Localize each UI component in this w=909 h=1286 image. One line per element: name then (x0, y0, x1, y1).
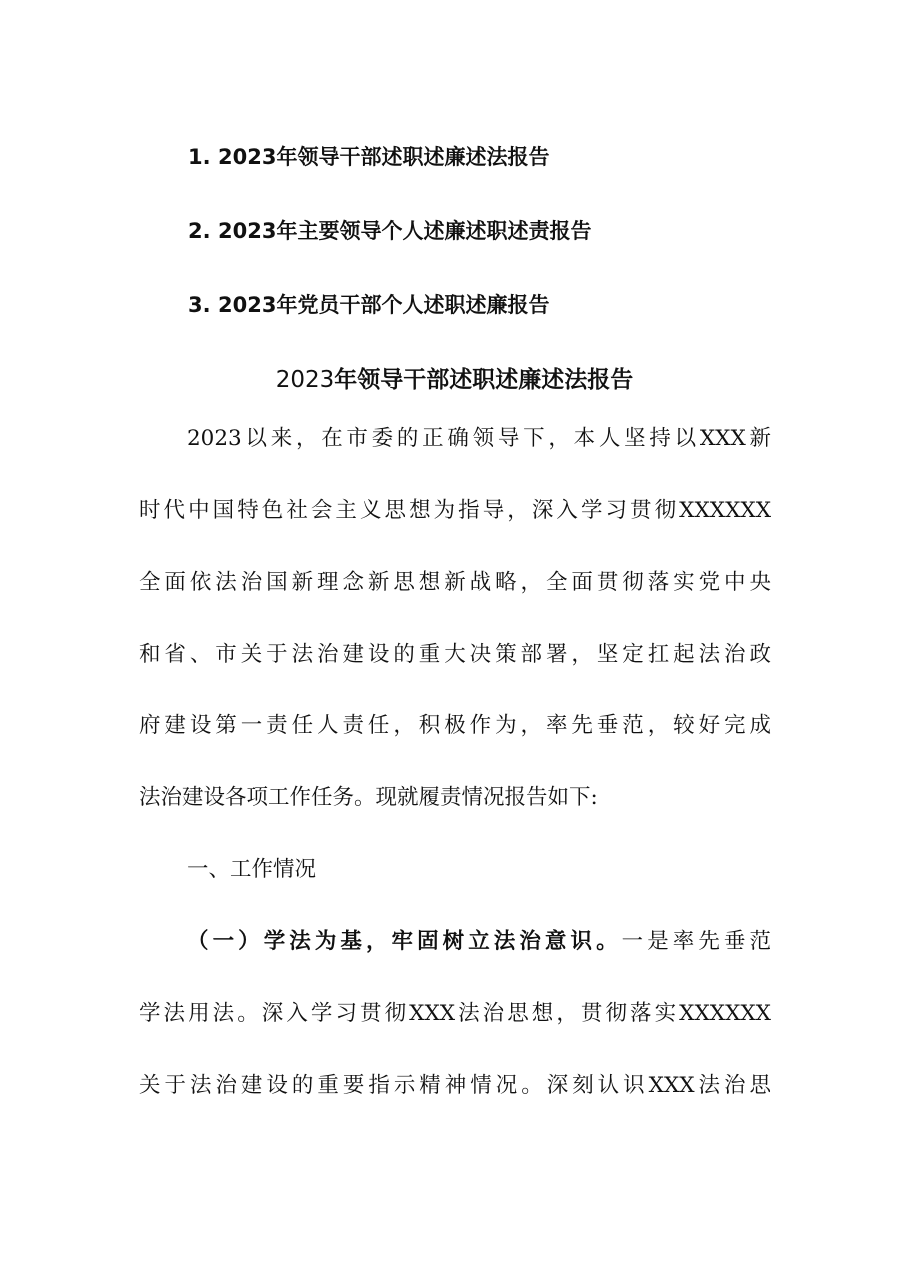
intro-line-2: 时代中国特色社会主义思想为指导，深入学习贯彻XXXXXX (139, 498, 771, 523)
intro-line-5: 府建设第一责任人责任，积极作为，率先垂范，较好完成 (139, 713, 771, 738)
subsection-line-3: 关于法治建设的重要指示精神情况。深刻认识XXX法治思 (139, 1073, 771, 1098)
intro-line-6: 法治建设各项工作任务。现就履责情况报告如下: (139, 785, 598, 810)
subsection-lead: （一）学法为基，牢固树立法治意识。 (187, 929, 622, 954)
toc-text: 2023年党员干部个人述职述廉报告 (218, 293, 550, 317)
toc-item-1 (188, 140, 591, 214)
document-title (0, 360, 909, 400)
title-year: 2023 (275, 367, 335, 393)
toc-text: 2023年主要领导个人述廉述职述责报告 (218, 219, 592, 243)
toc-number: 3. (188, 293, 211, 317)
intro-line-3: 全面依法治国新理念新思想新战略，全面贯彻落实党中央 (139, 570, 771, 595)
title-text: 年领导干部述职述廉述法报告 (334, 367, 634, 393)
section-heading: 一、工作情况 (187, 857, 317, 882)
table-of-contents (188, 140, 591, 362)
subsection-first-line-rest: 一是率先垂范 (621, 929, 771, 954)
intro-line-4: 和省、市关于法治建设的重大决策部署，坚定扛起法治政 (139, 642, 771, 667)
subsection-line-2: 学法用法。深入学习贯彻XXX法治思想，贯彻落实XXXXXX (139, 1001, 771, 1026)
toc-item-3 (188, 288, 591, 362)
toc-number: 2. (188, 219, 211, 243)
toc-item-2 (188, 214, 591, 288)
toc-number: 1. (188, 145, 211, 169)
toc-text: 2023年领导干部述职述廉述法报告 (218, 145, 550, 169)
intro-line-1: 2023以来，在市委的正确领导下，本人坚持以XXX新 (187, 426, 771, 451)
subsection-first-line (187, 922, 771, 962)
